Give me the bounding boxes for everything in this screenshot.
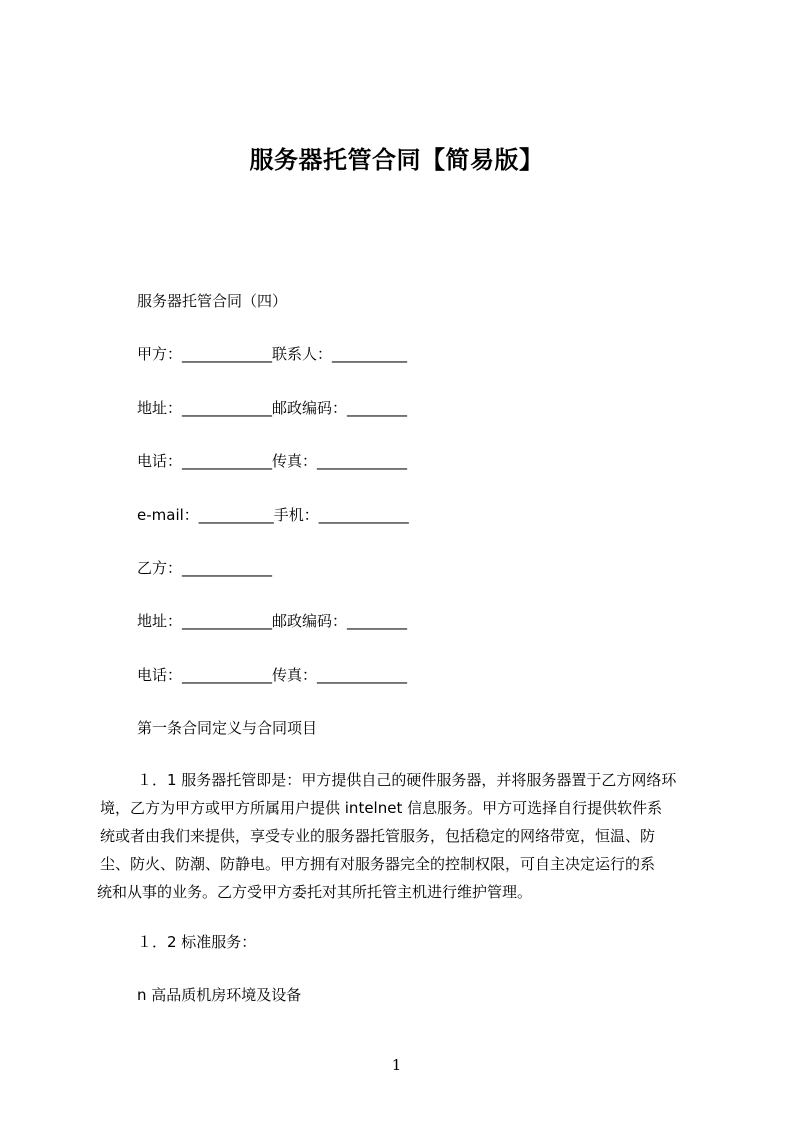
party-a-address-line: 地址：____________邮政编码：________ <box>137 399 408 417</box>
party-a-phone-line: 电话：____________传真：____________ <box>137 452 408 470</box>
article-one-paragraph <box>97 766 697 906</box>
party-a-line: 甲方：____________联系人：__________ <box>137 345 408 363</box>
paragraph-line: 境，乙方为甲方或甲方所属用户提供 intelnet 信息服务。甲方可选择自行提供软件系 <box>100 799 663 817</box>
paragraph-line: １．1 服务器托管即是：甲方提供自己的硬件服务器，并将服务器置于乙方网络环 <box>137 771 677 789</box>
party-a-email-line: e-mail：__________手机：____________ <box>137 506 409 524</box>
contract-subtitle: 服务器托管合同（四） <box>137 292 288 310</box>
paragraph-line: 尘、防火、防潮、防静电。甲方拥有对服务器完全的控制权限，可自主决定运行的系 <box>100 855 656 873</box>
party-b-line: 乙方：____________ <box>137 559 273 577</box>
document-title: 服务器托管合同【简易版】 <box>249 146 544 174</box>
section-heading: １．2 标准服务： <box>137 933 257 951</box>
paragraph-line: 统或者由我们来提供，享受专业的服务器托管服务，包括稳定的网络带宽，恒温、防 <box>100 827 656 845</box>
article-one-heading: 第一条合同定义与合同项目 <box>137 719 318 737</box>
list-item: n 高品质机房环境及设备 <box>137 986 302 1004</box>
paragraph-line: 统和从事的业务。乙方受甲方委托对其所托管主机进行维护管理。 <box>97 883 533 901</box>
party-b-phone-line: 电话：____________传真：____________ <box>137 666 408 684</box>
party-b-address-line: 地址：____________邮政编码：________ <box>137 612 408 630</box>
page-number: 1 <box>391 1056 402 1074</box>
